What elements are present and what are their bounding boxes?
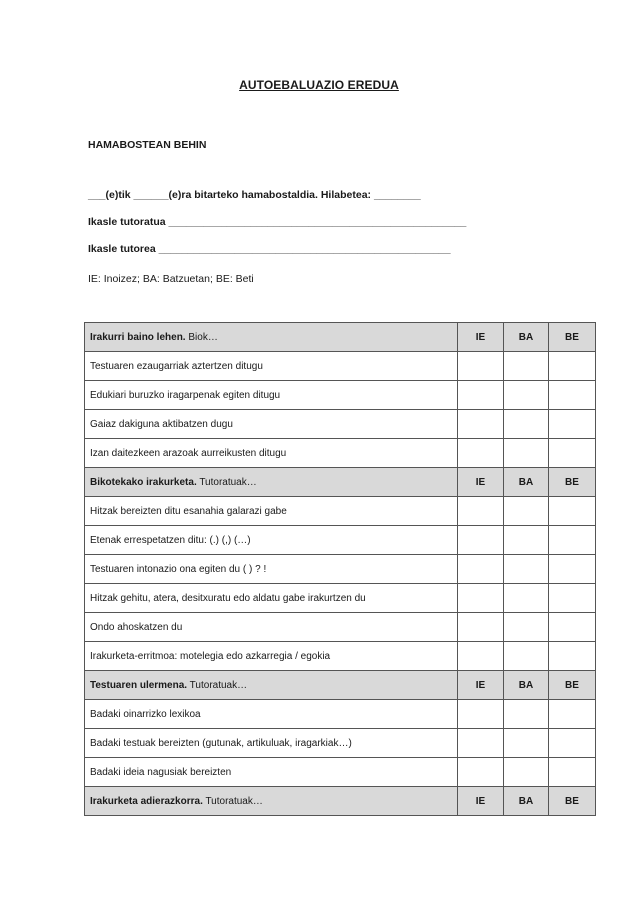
page-title: AUTOEBALUAZIO EREDUA [239,78,399,92]
table-row [85,526,596,555]
rating-cell-be[interactable] [549,352,596,381]
table-row [85,410,596,439]
criterion-text: Testuaren intonazio ona egiten du ( ) ? ! [85,555,458,584]
column-header-ba: BA [504,468,549,497]
column-header-ie: IE [458,323,504,352]
table-row [85,352,596,381]
column-header-ie: IE [458,671,504,700]
criterion-text: Ondo ahoskatzen du [85,613,458,642]
column-header-ba: BA [504,323,549,352]
rating-cell-ie[interactable] [458,584,504,613]
rating-cell-ie[interactable] [458,526,504,555]
column-header-ie: IE [458,787,504,816]
table-row [85,497,596,526]
rating-cell-be[interactable] [549,758,596,787]
rating-cell-ie[interactable] [458,758,504,787]
section-title: Irakurketa adierazkorra. [90,795,203,807]
section-subject: Tutoratuak… [187,679,248,691]
rating-cell-ba[interactable] [504,613,549,642]
table-row [85,729,596,758]
criterion-text: Badaki testuak bereizten (gutunak, artikuluak, iragarkiak…) [85,729,458,758]
criterion-text: Badaki ideia nagusiak bereizten [85,758,458,787]
rating-cell-ba[interactable] [504,700,549,729]
section-title: Testuaren ulermena. [90,679,188,691]
table-row [85,584,596,613]
criterion-text: Testuaren ezaugarriak aztertzen ditugu [85,352,458,381]
rating-cell-be[interactable] [549,700,596,729]
section-title-cell [85,323,458,352]
column-header-be: BE [549,323,596,352]
evaluation-table [84,322,596,816]
rating-cell-ba[interactable] [504,555,549,584]
rating-cell-ba[interactable] [504,758,549,787]
rating-cell-ba[interactable] [504,642,549,671]
tutor-line[interactable]: Ikasle tutorea __________________________________________________ [88,243,451,255]
criterion-text: Etenak errespetatzen ditu: (.) (,) (…) [85,526,458,555]
section-subject: Biok… [185,331,218,343]
table-row [85,381,596,410]
criterion-text: Irakurketa-erritmoa: motelegia edo azkarregia / egokia [85,642,458,671]
rating-cell-be[interactable] [549,526,596,555]
legend: IE: Inoizez; BA: Batzuetan; BE: Beti [88,273,254,285]
rating-cell-be[interactable] [549,381,596,410]
section-header [85,671,596,700]
table-row [85,613,596,642]
rating-cell-be[interactable] [549,497,596,526]
table-row [85,642,596,671]
table-row [85,439,596,468]
section-title: Irakurri baino lehen. [90,331,186,343]
rating-cell-ie[interactable] [458,410,504,439]
rating-cell-ba[interactable] [504,381,549,410]
rating-cell-ba[interactable] [504,526,549,555]
rating-cell-ie[interactable] [458,613,504,642]
column-header-be: BE [549,787,596,816]
rating-cell-ba[interactable] [504,584,549,613]
criterion-text: Gaiaz dakiguna aktibatzen dugu [85,410,458,439]
column-header-ba: BA [504,671,549,700]
rating-cell-ba[interactable] [504,410,549,439]
rating-cell-ie[interactable] [458,700,504,729]
table-row [85,758,596,787]
section-header [85,323,596,352]
rating-cell-ie[interactable] [458,729,504,758]
rating-cell-be[interactable] [549,584,596,613]
criterion-text: Izan daitezkeen arazoak aurreikusten ditugu [85,439,458,468]
subtitle: HAMABOSTEAN BEHIN [88,139,207,151]
column-header-be: BE [549,468,596,497]
rating-cell-be[interactable] [549,439,596,468]
rating-cell-be[interactable] [549,613,596,642]
rating-cell-ba[interactable] [504,729,549,758]
section-header [85,787,596,816]
section-title-cell [85,671,458,700]
section-title-cell [85,468,458,497]
column-header-ie: IE [458,468,504,497]
criterion-text: Badaki oinarrizko lexikoa [85,700,458,729]
section-title: Bikotekako irakurketa. [90,476,197,488]
rating-cell-ie[interactable] [458,642,504,671]
rating-cell-be[interactable] [549,642,596,671]
section-subject: Tutoratuak… [196,476,257,488]
rating-cell-be[interactable] [549,729,596,758]
section-subject: Tutoratuak… [202,795,263,807]
column-header-be: BE [549,671,596,700]
criterion-text: Hitzak bereizten ditu esanahia galarazi gabe [85,497,458,526]
criterion-text: Edukiari buruzko iragarpenak egiten ditugu [85,381,458,410]
student-line[interactable]: Ikasle tutoratua ___________________________________________________ [88,216,467,228]
rating-cell-be[interactable] [549,555,596,584]
period-line[interactable]: ___(e)tik ______(e)ra bitarteko hamabostaldia. Hilabetea: ________ [88,189,421,201]
rating-cell-ba[interactable] [504,439,549,468]
rating-cell-ie[interactable] [458,439,504,468]
rating-cell-ba[interactable] [504,497,549,526]
table-row [85,555,596,584]
criterion-text: Hitzak gehitu, atera, desitxuratu edo aldatu gabe irakurtzen du [85,584,458,613]
rating-cell-ba[interactable] [504,352,549,381]
rating-cell-ie[interactable] [458,352,504,381]
column-header-ba: BA [504,787,549,816]
table-row [85,700,596,729]
rating-cell-ie[interactable] [458,555,504,584]
rating-cell-ie[interactable] [458,497,504,526]
rating-cell-ie[interactable] [458,381,504,410]
rating-cell-be[interactable] [549,410,596,439]
section-title-cell [85,787,458,816]
section-header [85,468,596,497]
